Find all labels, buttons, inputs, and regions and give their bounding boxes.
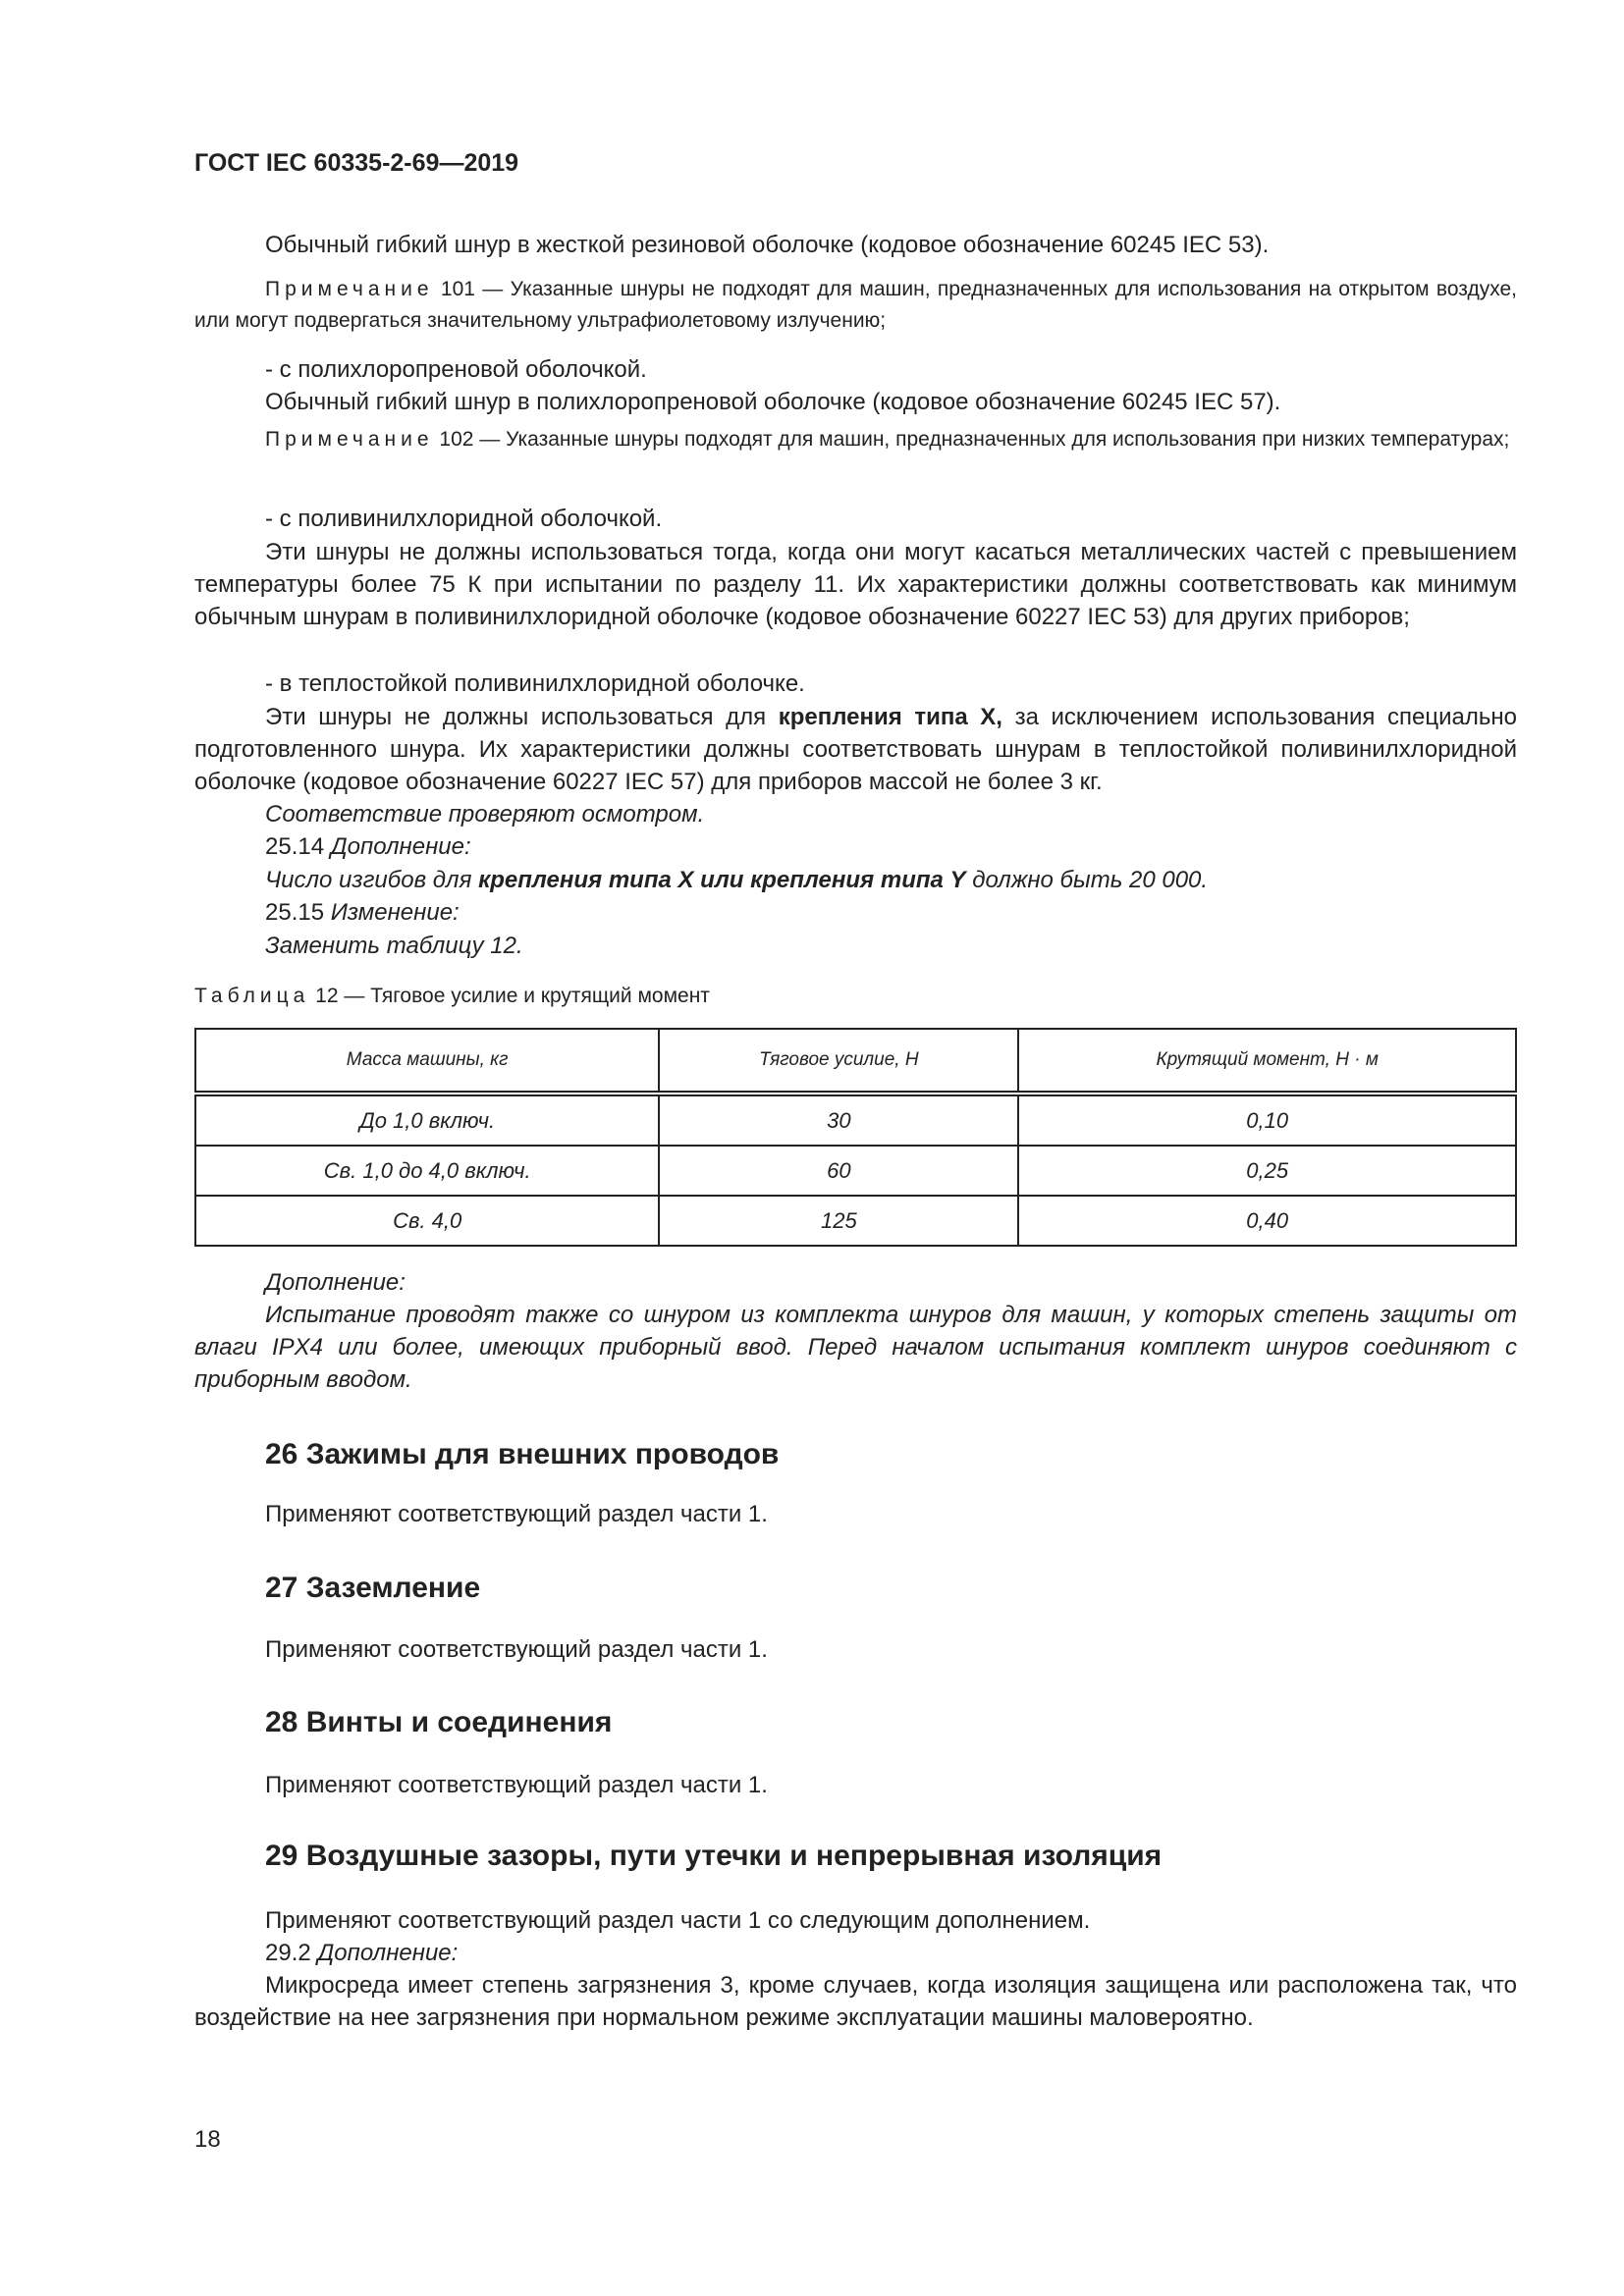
cell: 125 xyxy=(659,1196,1018,1246)
cell: 30 xyxy=(659,1094,1018,1146)
cell: 0,40 xyxy=(1018,1196,1516,1246)
paragraph: Применяют соответствующий раздел части 1. xyxy=(265,1501,768,1527)
cell: 0,10 xyxy=(1018,1094,1516,1146)
note-label: Примечание xyxy=(265,278,434,300)
cell: 0,25 xyxy=(1018,1146,1516,1196)
clause-29-2 xyxy=(194,1937,1517,1969)
table-caption xyxy=(194,985,710,1008)
text: Эти шнуры не должны использоваться для xyxy=(265,704,779,730)
text: за исключением использования специально подготовленного шнура. Их характеристики должны соответствовать шнурам в теплостойкой поливинилхлоридной оболочке (кодовое обозначение 60227 IEC 57) для приборов массой не более 3 кг. xyxy=(194,704,1517,795)
cell: Св. 1,0 до 4,0 включ. xyxy=(195,1146,659,1196)
clause-label: Изменение: xyxy=(330,899,460,926)
table-header-row xyxy=(195,1029,1516,1094)
paragraph xyxy=(194,864,1517,896)
paragraph: Обычный гибкий шнур в полихлоропреновой оболочке (кодовое обозначение 60245 IEC 57). xyxy=(265,389,1281,415)
paragraph: Применяют соответствующий раздел части 1. xyxy=(265,1772,768,1798)
column-header: Крутящий момент, Н · м xyxy=(1018,1029,1516,1094)
term-bold: крепления типа X или крепления типа Y xyxy=(478,867,966,893)
addition-label: Дополнение: xyxy=(265,1269,406,1296)
paragraph: Испытание проводят также со шнуром из комплекта шнуров для машин, у которых степень защиты от влаги IPX4 или более, имеющих приборный ввод. Перед началом испытания комплект шнуров соединяют с приборным вводом. xyxy=(194,1302,1517,1393)
clause-number: 29.2 xyxy=(265,1940,318,1966)
section-28-heading: 28 Винты и соединения xyxy=(265,1706,613,1738)
paragraph: Микросреда имеет степень загрязнения 3, кроме случаев, когда изоляция защищена или расположена так, что воздействие на нее загрязнения при нормальном режиме эксплуатации машины маловероятно. xyxy=(194,1972,1517,2031)
paragraph: Применяют соответствующий раздел части 1. xyxy=(265,1636,768,1663)
column-header: Масса машины, кг xyxy=(195,1029,659,1094)
term-bold: крепления типа X, xyxy=(778,704,1002,730)
list-item: - в теплостойкой поливинилхлоридной оболочке. xyxy=(265,670,805,697)
table-row xyxy=(195,1146,1516,1196)
clause-25-15 xyxy=(194,896,1517,929)
table-row xyxy=(195,1196,1516,1246)
paragraph: Заменить таблицу 12. xyxy=(265,933,523,959)
section-26-heading: 26 Зажимы для внешних проводов xyxy=(265,1438,780,1470)
caption-text: 12 — Тяговое усилие и крутящий момент xyxy=(309,985,710,1007)
caption-label: Таблица xyxy=(194,985,310,1007)
paragraph-compliance: Соответствие проверяют осмотром. xyxy=(265,801,705,828)
clause-25-14 xyxy=(194,830,1517,863)
table-row xyxy=(195,1094,1516,1146)
table-12 xyxy=(194,1028,1517,1247)
page-number: 18 xyxy=(194,2126,221,2153)
note-101 xyxy=(194,274,1517,337)
paragraph: Обычный гибкий шнур в жесткой резиновой оболочке (кодовое обозначение 60245 IEC 53). xyxy=(265,232,1270,258)
clause-number: 25.15 xyxy=(265,899,331,926)
paragraph: Применяют соответствующий раздел части 1 со следующим дополнением. xyxy=(265,1907,1091,1934)
document-header: ГОСТ IEC 60335-2-69—2019 xyxy=(194,149,519,177)
section-27-heading: 27 Заземление xyxy=(265,1572,481,1604)
list-item: - с полихлоропреновой оболочкой. xyxy=(265,356,647,383)
note-text: 101 — Указанные шнуры не подходят для машин, предназначенных для использования на открытом воздухе, или могут подвергаться значительному ультрафиолетовому излучению; xyxy=(194,278,1517,332)
cell: Св. 4,0 xyxy=(195,1196,659,1246)
note-text: 102 — Указанные шнуры подходят для машин, предназначенных для использования при низких температурах; xyxy=(433,428,1510,451)
cell: 60 xyxy=(659,1146,1018,1196)
clause-number: 25.14 xyxy=(265,833,331,860)
paragraph: Эти шнуры не должны использоваться тогда, когда они могут касаться металлических частей с превышением температуры более 75 К при испытании по разделу 11. Их характеристики должны соответствовать как минимум обычным шнурам в поливинилхлоридной оболочке (кодовое обозначение 60227 IEC 53) для других приборов; xyxy=(194,539,1517,630)
cell: До 1,0 включ. xyxy=(195,1094,659,1146)
column-header: Тяговое усилие, Н xyxy=(659,1029,1018,1094)
list-item: - с поливинилхлоридной оболочкой. xyxy=(265,506,663,532)
clause-label: Дополнение: xyxy=(330,833,471,860)
note-102 xyxy=(194,424,1517,455)
text: Число изгибов для xyxy=(265,867,479,893)
note-label: Примечание xyxy=(265,428,434,451)
clause-label: Дополнение: xyxy=(317,1940,459,1966)
section-29-heading: 29 Воздушные зазоры, пути утечки и непрерывная изоляция xyxy=(265,1840,1163,1872)
text: должно быть 20 000. xyxy=(965,867,1209,893)
paragraph xyxy=(194,701,1517,798)
